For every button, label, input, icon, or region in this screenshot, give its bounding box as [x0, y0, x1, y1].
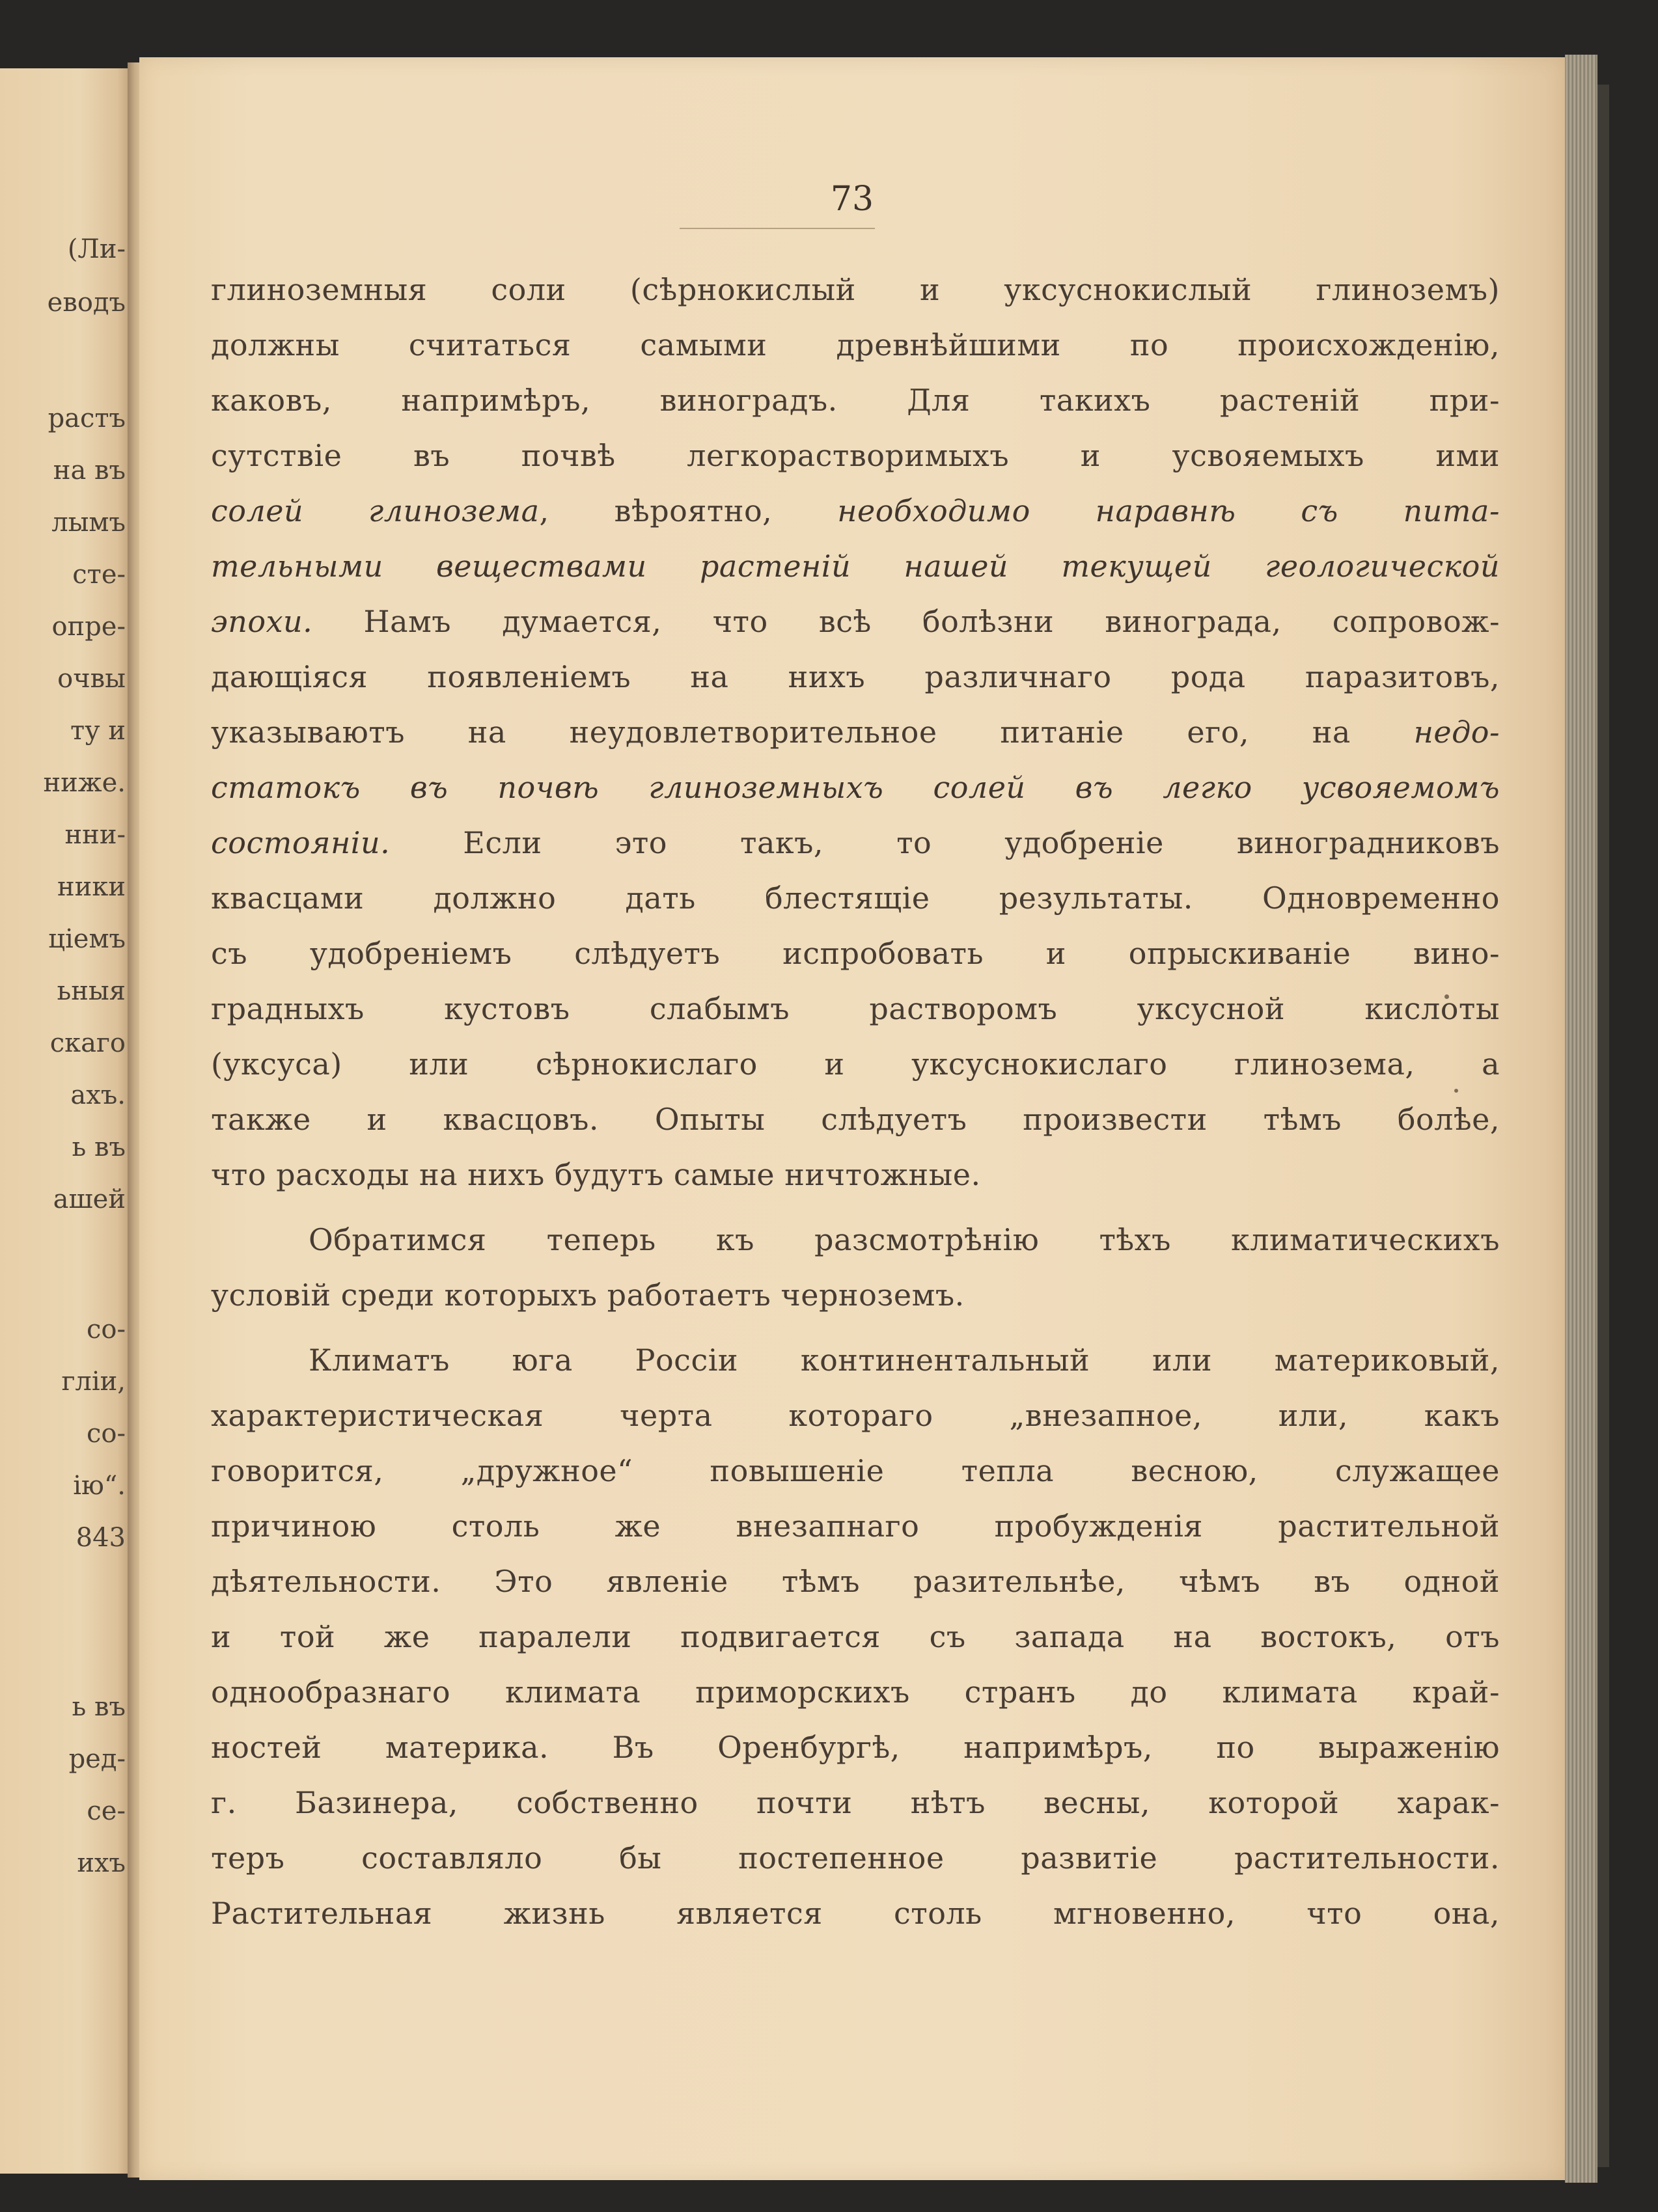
left-page-line: ціемъ	[48, 924, 126, 954]
text-line	[211, 1343, 1500, 1378]
left-page-line: лымъ	[51, 508, 126, 538]
text-line	[211, 327, 1500, 362]
text-line	[211, 1674, 1500, 1710]
text-segment: дающіяся появленіемъ на нихъ различнаго рода паразитовъ,	[211, 659, 1500, 694]
text-line	[211, 1046, 1500, 1082]
text-segment: указываютъ на неудовлетворительное питаніе его, на	[211, 715, 1414, 750]
text-segment: что расходы на нихъ будутъ самые ничтожные.	[211, 1157, 981, 1192]
text-segment: однообразнаго климата приморскихъ странъ до климата край-	[211, 1674, 1500, 1710]
left-page-line: (Ли-	[67, 234, 126, 264]
main-page	[139, 57, 1565, 2180]
text-segment: дѣятельности. Это явленіе тѣмъ разительнѣе, чѣмъ въ одной	[211, 1564, 1500, 1599]
text-line	[211, 1619, 1500, 1654]
text-line	[211, 493, 1500, 528]
text-segment: условій среди которыхъ работаетъ черноземъ.	[211, 1277, 965, 1313]
text-line	[211, 1896, 1500, 1931]
italic-text: недо-	[1413, 715, 1500, 750]
italic-text: солей глинозема	[211, 493, 540, 528]
text-line	[211, 1222, 1500, 1257]
text-line	[211, 604, 1500, 639]
text-segment: съ удобреніемъ слѣдуетъ испробовать и опрыскиваніе вино-	[211, 936, 1500, 971]
left-page-line: со-	[87, 1419, 126, 1449]
text-segment: сутствіе въ почвѣ легкорастворимыхъ и усвояемыхъ ими	[211, 438, 1500, 473]
text-line	[211, 272, 1500, 307]
left-page-line: ред-	[68, 1744, 126, 1774]
page-stack-shadow	[1597, 85, 1609, 2167]
text-line	[211, 1730, 1500, 1765]
text-segment: (уксуса) или сѣрнокислаго и уксуснокислаго глинозема, а	[211, 1046, 1500, 1082]
left-page-line: нни-	[64, 820, 126, 850]
left-page-line: очвы	[57, 664, 126, 694]
italic-text: состояніи.	[211, 825, 391, 860]
left-page-line: ту и	[70, 716, 126, 746]
text-line	[211, 549, 1500, 584]
italic-text: тельными веществами растеній нашей текущей геологической	[211, 549, 1500, 584]
left-page-line: ахъ.	[70, 1080, 126, 1110]
text-segment: и той же паралели подвигается съ запада на востокъ, отъ	[211, 1619, 1500, 1654]
page-number-rule	[680, 228, 875, 229]
left-page-line: ники	[57, 872, 126, 902]
page-number: 73	[830, 180, 874, 219]
text-segment: Растительная жизнь является столь мгновенно, что она,	[211, 1896, 1500, 1931]
text-line	[211, 1157, 1500, 1192]
left-page-line: ію“.	[73, 1471, 126, 1501]
italic-text: эпохи.	[211, 604, 313, 639]
left-page-line: гліи,	[61, 1367, 126, 1397]
left-page-line: со-	[87, 1315, 126, 1345]
paper-speck	[1454, 1089, 1458, 1093]
left-page-line: ашей	[53, 1184, 126, 1214]
left-page-line: ниже.	[43, 768, 126, 798]
left-page-line: растъ	[48, 403, 126, 433]
text-line	[211, 825, 1500, 860]
text-segment: говорится, „дружное“ повышеніе тепла весною, служащее	[211, 1453, 1500, 1488]
text-segment: , вѣроятно,	[539, 493, 838, 528]
text-segment: Если это такъ, то удобреніе виноградниковъ	[390, 825, 1500, 860]
left-page-line: на въ	[53, 456, 126, 485]
text-segment: характеристическая черта котораго „внезапное, или, какъ	[211, 1398, 1500, 1433]
text-segment: также и квасцовъ. Опыты слѣдуетъ произвести тѣмъ болѣе,	[211, 1102, 1500, 1137]
text-segment: г. Базинера, собственно почти нѣтъ весны, которой харак-	[211, 1785, 1500, 1820]
text-line	[211, 659, 1500, 694]
text-line	[211, 936, 1500, 971]
text-line	[211, 1277, 1500, 1313]
text-line	[211, 1398, 1500, 1433]
text-segment: градныхъ кустовъ слабымъ растворомъ уксусной кислоты	[211, 991, 1500, 1026]
left-page-line: се-	[87, 1796, 126, 1826]
text-segment: должны считаться самыми древнѣйшими по происхожденію,	[211, 327, 1500, 362]
italic-text: необходимо наравнѣ съ пита-	[837, 493, 1500, 528]
text-line	[211, 715, 1500, 750]
left-page-edge	[0, 68, 133, 2174]
text-segment: причиною столь же внезапнаго пробужденія растительной	[211, 1509, 1500, 1544]
left-page-line: ь въ	[72, 1692, 126, 1722]
text-line	[211, 383, 1500, 418]
text-segment: теръ составляло бы постепенное развитіе растительности.	[211, 1840, 1500, 1876]
text-line	[211, 1564, 1500, 1599]
text-segment: ностей материка. Въ Оренбургѣ, напримѣръ, по выраженію	[211, 1730, 1500, 1765]
text-segment: Обратимся теперь къ разсмотрѣнію тѣхъ климатическихъ	[309, 1222, 1500, 1257]
text-line	[211, 1102, 1500, 1137]
left-page-line: опре-	[51, 612, 126, 642]
text-line	[211, 991, 1500, 1026]
text-line	[211, 770, 1500, 805]
left-page-line: скаго	[49, 1028, 126, 1058]
page-stack-edge	[1565, 55, 1597, 2183]
text-line	[211, 881, 1500, 916]
left-page-line: 843	[76, 1523, 126, 1553]
left-page-line: еводъ	[47, 288, 126, 318]
left-page-line: сте-	[72, 560, 126, 590]
text-segment: Климатъ юга Россіи континентальный или материковый,	[309, 1343, 1500, 1378]
text-segment: Намъ думается, что всѣ болѣзни винограда, сопровож-	[312, 604, 1500, 639]
text-line	[211, 1453, 1500, 1488]
italic-text: статокъ въ почвѣ глиноземныхъ солей въ легко усвояемомъ	[211, 770, 1500, 805]
text-segment: каковъ, напримѣръ, виноградъ. Для такихъ растеній при-	[211, 383, 1500, 418]
text-line	[211, 1840, 1500, 1876]
left-page-line: ь въ	[72, 1132, 126, 1162]
text-line	[211, 438, 1500, 473]
text-line	[211, 1509, 1500, 1544]
text-segment: глиноземныя соли (сѣрнокислый и уксуснокислый глиноземъ)	[211, 272, 1500, 307]
left-page-line: ьныя	[57, 976, 126, 1006]
text-line	[211, 1785, 1500, 1820]
left-page-line: ихъ	[77, 1848, 126, 1878]
text-segment: квасцами должно дать блестящіе результаты. Одновременно	[211, 881, 1500, 916]
